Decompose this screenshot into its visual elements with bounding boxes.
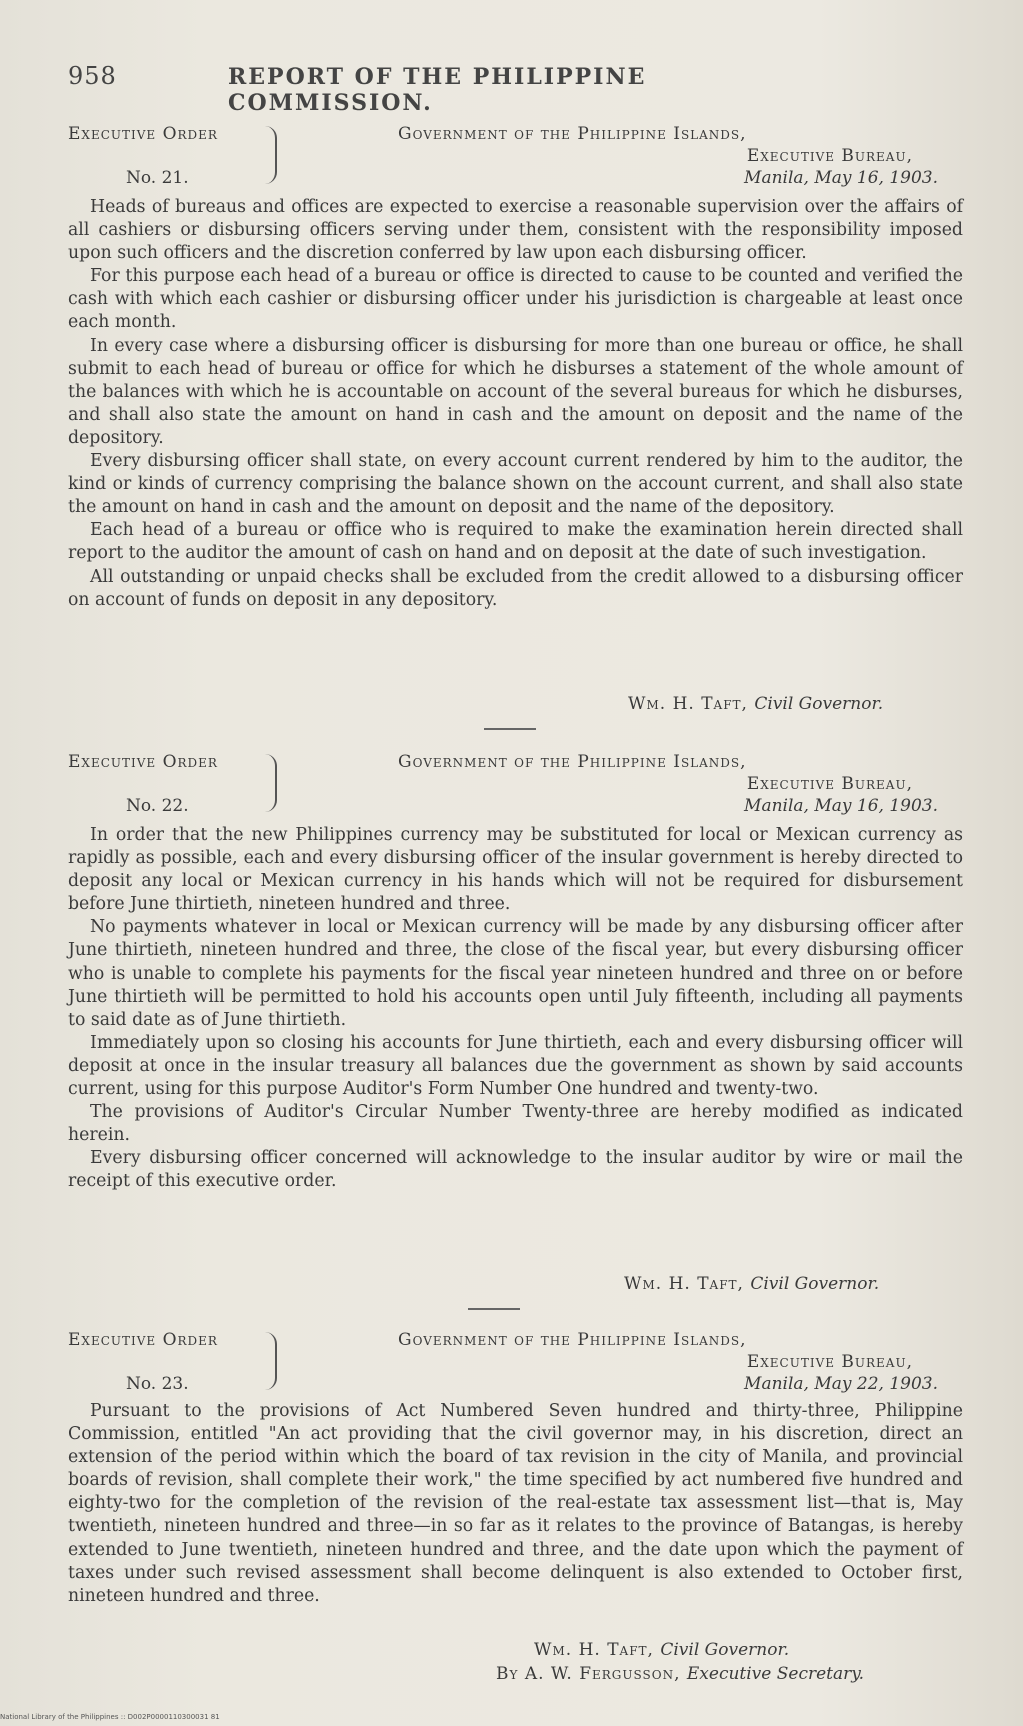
order-heading-23 <box>68 1330 963 1396</box>
bureau-line: Executive Bureau, <box>746 146 913 166</box>
order-number: No. 21. <box>126 168 189 188</box>
signer-name: By A. W. Fergusson, <box>496 1664 681 1684</box>
bureau-line: Executive Bureau, <box>746 1352 913 1372</box>
paragraph: For this purpose each head of a bureau or office is directed to cause to be counted and verified the cash with which each cashier or disbursing officer under his jurisdiction is chargeable at least once each month. <box>68 266 963 333</box>
signature <box>534 1640 789 1660</box>
section-divider <box>484 728 536 730</box>
signature-secretary <box>496 1664 864 1684</box>
signer-title: Executive Secretary. <box>686 1664 865 1684</box>
paragraph: Every disbursing officer shall state, on every account current rendered by him to the auditor, the kind or kinds of currency comprising the balance shown on the account current, and shall also state the amount on hand in cash and the amount on deposit and the name of the depository. <box>68 451 963 518</box>
signer-name: Wm. H. Taft, <box>534 1640 654 1660</box>
order-heading-22 <box>68 752 963 818</box>
brace <box>263 126 277 184</box>
page-number: 958 <box>68 62 117 90</box>
paragraph: Pursuant to the provisions of Act Numbered Seven hundred and thirty-three, Philippine Commission, entitled "An act providing that the civil governor may, in his discretion, direct an extension of the period within which the board of tax revision in the city of Manila, and provincial boards of revision, shall complete their work," the time specified by act numbered five hundred and eighty-two for the completion of the revision of the real-estate tax assessment list—that is, May twentieth, nineteen hundred and three—in so far as it relates to the province of Batangas, is hereby extended to June twentieth, nineteen hundred and three, and the date upon which the payment of taxes under such revised assessment shall become delinquent is also extended to October first, nineteen hundred and three. <box>68 1401 963 1606</box>
paragraph: Every disbursing officer concerned will acknowledge to the insular auditor by wire or mail the receipt of this executive order. <box>68 1148 963 1192</box>
order-number: No. 22. <box>126 796 189 816</box>
order-label: Executive Order <box>68 752 218 772</box>
government-line: Government of the Philippine Islands, <box>398 124 747 144</box>
paragraph: In order that the new Philippines currency may be substituted for local or Mexican currency as rapidly as possible, each and every disbursing officer of the insular government is hereby directed to deposit any local or Mexican currency in his hands which will not be required for disbursement before June thirtieth, nineteen hundred and three. <box>68 825 963 915</box>
order-body-22 <box>68 824 963 1194</box>
signer-name: Wm. H. Taft, <box>628 694 748 714</box>
government-line: Government of the Philippine Islands, <box>398 1330 747 1350</box>
signer-title: Civil Governor. <box>754 694 884 714</box>
signer-title: Civil Governor. <box>660 1640 790 1660</box>
order-date: Manila, May 22, 1903. <box>744 1374 938 1394</box>
paragraph: In every case where a disbursing officer is disbursing for more than one bureau or office, he shall submit to each head of bureau or office for which he disburses a statement of the whole amount of the balances with which he is accountable on account of the several bureaus for which he disburses, and shall also state the amount on hand in cash and the amount on deposit and the name of the depository. <box>68 335 963 448</box>
brace <box>263 1332 277 1390</box>
section-divider <box>468 1308 520 1310</box>
paragraph: Heads of bureaus and offices are expected to exercise a reasonable supervision over the affairs of all cashiers or disbursing officers serving under them, consistent with the responsibility imposed upon such officers and the discretion conferred by law upon each disbursing officer. <box>68 197 963 264</box>
signer-title: Civil Governor. <box>750 1274 880 1294</box>
running-title: REPORT OF THE PHILIPPINE COMMISSION. <box>228 64 647 116</box>
order-number: No. 23. <box>126 1374 189 1394</box>
library-footer: National Library of the Philippines :: D002P0000110300031 81 <box>0 1713 220 1721</box>
bureau-line: Executive Bureau, <box>746 774 913 794</box>
order-body-23 <box>68 1400 963 1608</box>
government-line: Government of the Philippine Islands, <box>398 752 747 772</box>
paragraph: All outstanding or unpaid checks shall be excluded from the credit allowed to a disbursing officer on account of funds on deposit in any depository. <box>68 566 963 610</box>
paragraph: Immediately upon so closing his accounts for June thirtieth, each and every disbursing officer will deposit at once in the insular treasury all balances due the government as shown by said accounts current, using for this purpose Auditor's Form Number One hundred and twenty-two. <box>68 1032 963 1100</box>
order-body-21 <box>68 196 963 612</box>
brace <box>263 754 277 812</box>
order-label: Executive Order <box>68 124 218 144</box>
paragraph: Each head of a bureau or office who is required to make the examination herein directed shall report to the auditor the amount of cash on hand and on deposit at the date of such investigation. <box>68 520 963 564</box>
paragraph: The provisions of Auditor's Circular Number Twenty-three are hereby modified as indicated herein. <box>68 1102 963 1146</box>
order-date: Manila, May 16, 1903. <box>744 168 938 188</box>
signature <box>628 694 883 714</box>
paragraph: No payments whatever in local or Mexican currency will be made by any disbursing officer after June thirtieth, nineteen hundred and three, the close of the fiscal year, but every disbursing officer who is unable to complete his payments for the fiscal year nineteen hundred and three on or before June thirtieth will be permitted to hold his accounts open until July fifteenth, including all payments to said date as of June thirtieth. <box>68 917 963 1030</box>
signature <box>624 1274 879 1294</box>
signer-name: Wm. H. Taft, <box>624 1274 744 1294</box>
order-date: Manila, May 16, 1903. <box>744 796 938 816</box>
order-label: Executive Order <box>68 1330 218 1350</box>
order-heading-21 <box>68 124 963 190</box>
